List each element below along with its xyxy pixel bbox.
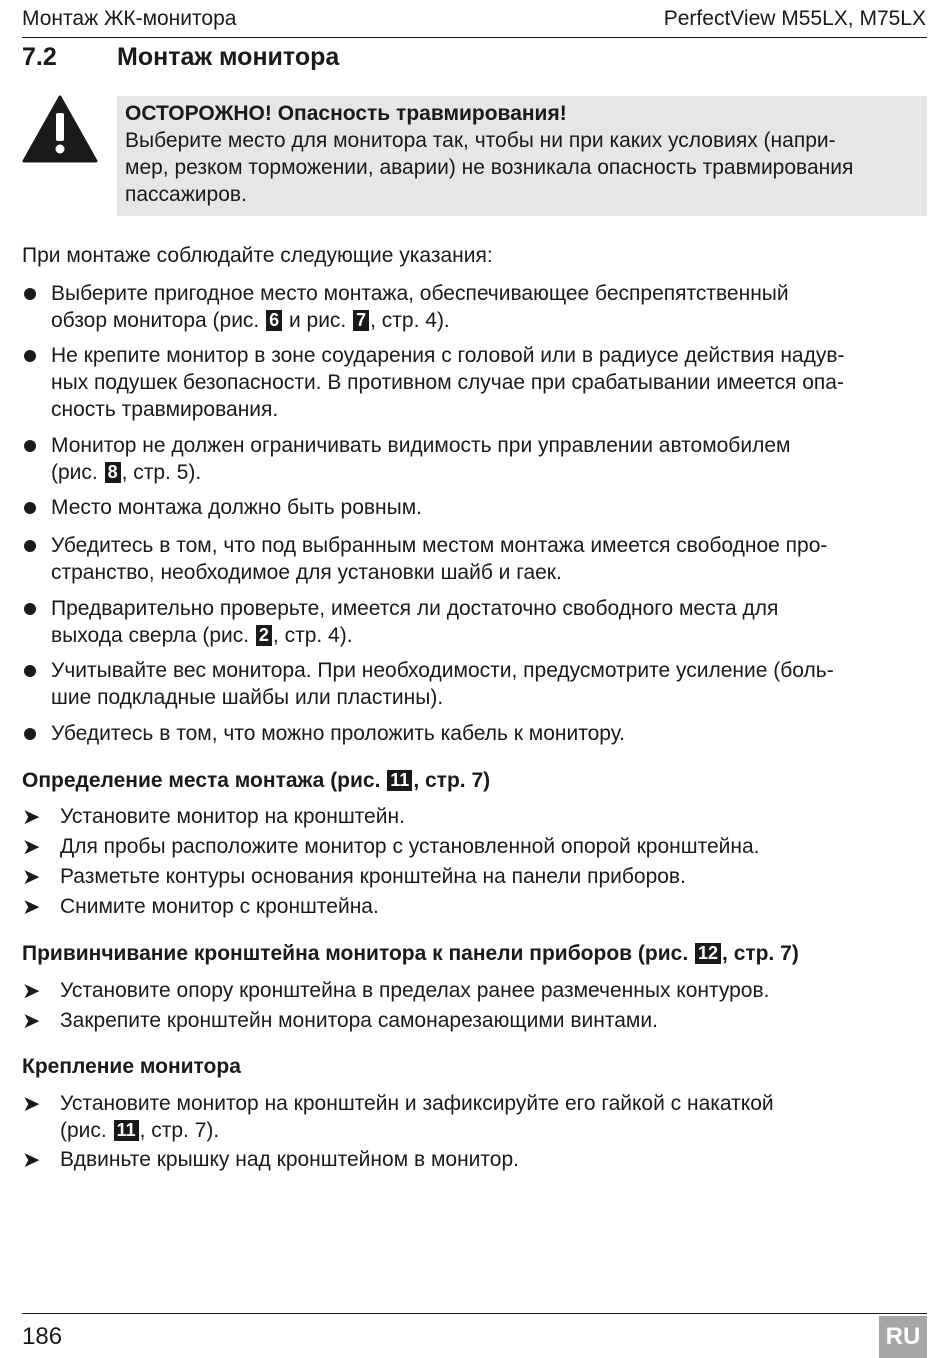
bullet-item: Предварительно проверьте, имеется ли достаточно свободного места для выхода сверла (рис. 2 , стр. 4). [22,595,927,649]
step-item: ➤ Снимите монитор с кронштейна. [22,894,379,919]
step-item: ➤ Для пробы расположите монитор с установленной опорой кронштейна. [22,834,760,859]
warning-box [117,96,927,216]
bullet-dot [24,540,36,552]
step-item: ➤ Разметьте контуры основания кронштейна на панели приборов. [22,864,686,889]
bullet-dot [24,665,36,677]
bullet-item: Убедитесь в том, что можно проложить кабель к монитору. [22,720,927,747]
bullet-item: Место монтажа должно быть ровным. [22,494,927,521]
running-header-left: Монтаж ЖК-монитора [22,7,237,30]
step-item: ➤ Вдвиньте крышку над кронштейном в монитор. [22,1147,519,1172]
section-number: 7.2 [22,43,57,71]
figure-ref: 7 [353,310,369,331]
page-number: 186 [22,1323,63,1350]
step-item: ➤ Закрепите кронштейн монитора самонарезающими винтами. [22,1008,658,1033]
bullet-dot [24,440,36,452]
bullet-item: Учитывайте вес монитора. При необходимости, предусмотрите усиление (боль- шие подкладные шайбы или пластины). [22,657,927,711]
subsection-heading: Крепление монитора [22,1055,241,1078]
subsection-heading: Определение места монтажа (рис. 11 , стр. 7) [22,769,491,792]
step-item: ➤ Установите опору кронштейна в пределах ранее размеченных контуров. [22,978,770,1003]
header-divider [22,37,927,38]
running-header-right: PerfectView M55LX, M75LX [663,7,926,30]
warning-text-line: мер, резком торможении, аварии) не возникала опасность травмирования [125,156,854,179]
warning-text-line: Выберите место для монитора так, чтобы ни при каких условиях (напри- [125,129,836,152]
arrow-icon: ➤ [22,834,41,859]
footer-divider [22,1313,927,1314]
bullet-dot [24,603,36,615]
step-item: ➤ Установите монитор на кронштейн и зафиксируйте его гайкой с накаткой (рис. 11 , стр. 7). [22,1091,774,1142]
figure-ref: 6 [266,310,282,331]
figure-ref: 11 [387,770,412,791]
bullet-dot [24,288,36,300]
bullet-dot [24,502,36,514]
arrow-icon: ➤ [22,1147,41,1172]
warning-triangle-icon [22,95,98,163]
figure-ref: 2 [256,625,272,646]
arrow-icon: ➤ [22,978,41,1003]
intro-paragraph: При монтаже соблюдайте следующие указания: [22,244,493,267]
bullet-item: Монитор не должен ограничивать видимость при управлении автомобилем (рис. 8 , стр. 5). [22,432,927,486]
figure-ref: 12 [695,943,721,964]
arrow-icon: ➤ [22,804,41,829]
arrow-icon: ➤ [22,1091,41,1116]
language-badge: RU [879,1316,927,1358]
figure-ref: 11 [114,1120,139,1141]
bullet-dot [24,350,36,362]
section-title: Монтаж монитора [117,43,340,71]
bullet-dot [24,728,36,740]
arrow-icon: ➤ [22,894,41,919]
bullet-item: Убедитесь в том, что под выбранным местом монтажа имеется свободное про- странство, необходимое для установки шайб и гаек. [22,532,927,586]
subsection-heading: Привинчивание кронштейна монитора к панели приборов (рис. 12 , стр. 7) [22,942,799,965]
arrow-icon: ➤ [22,1008,41,1033]
step-item: ➤ Установите монитор на кронштейн. [22,804,405,829]
figure-ref: 8 [105,462,121,483]
warning-text-line: пассажиров. [125,183,247,206]
warning-title: ОСТОРОЖНО! Опасность травмирования! [125,102,567,125]
bullet-item: Выберите пригодное место монтажа, обеспечивающее беспрепятственный обзор монитора (рис. 6 и рис. 7 , стр. 4). [22,280,927,334]
bullet-item: Не крепите монитор в зоне соударения с головой или в радиусе действия надув- ных подушек безопасности. В противном случае при срабатывании имеется опа- сность травмирования. [22,342,927,423]
arrow-icon: ➤ [22,864,41,889]
